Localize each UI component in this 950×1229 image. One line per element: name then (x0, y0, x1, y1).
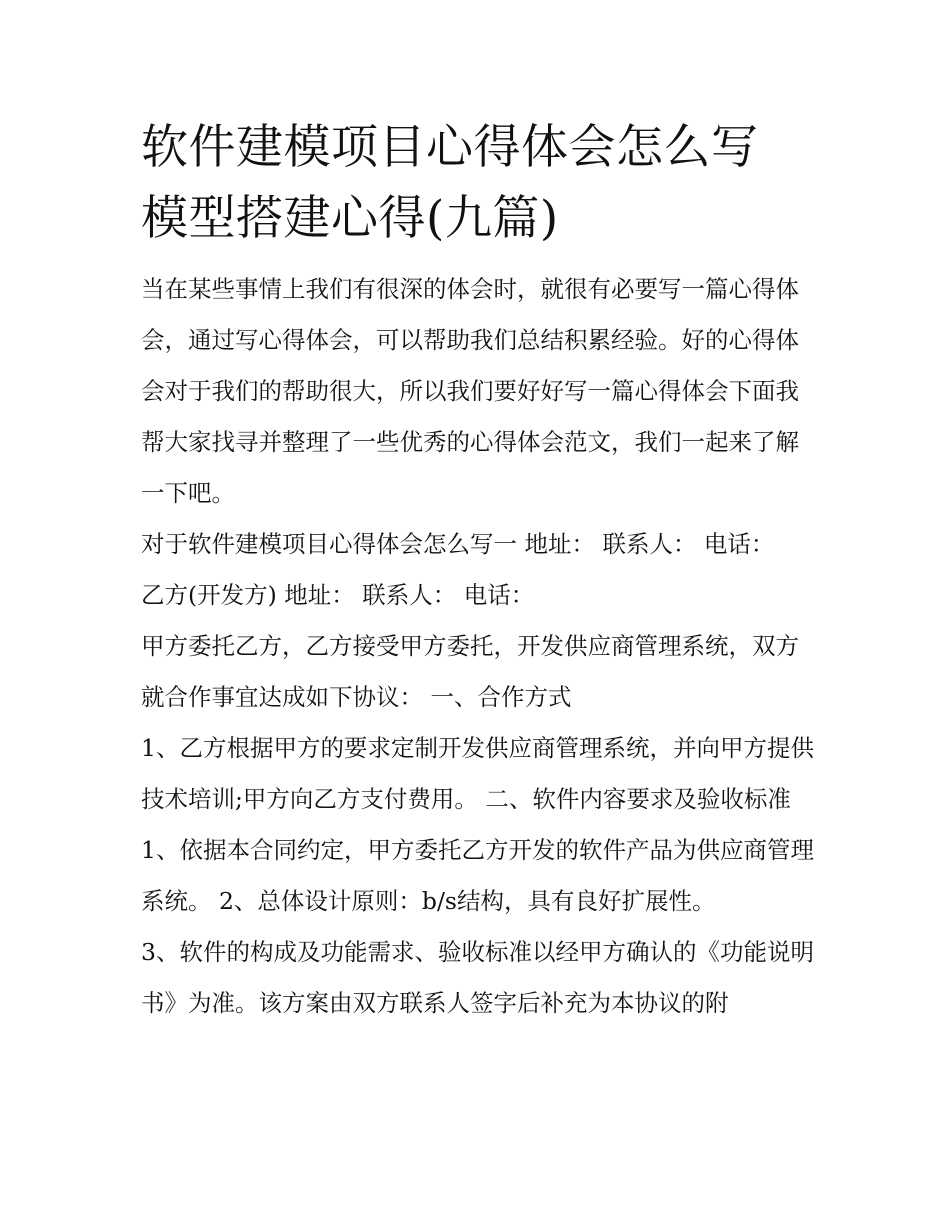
paragraph-clause-2: 1、依据本合同约定，甲方委托乙方开发的软件产品为供应商管理系统。 2、总体设计原则：b/s结构，具有良好扩展性。 (141, 836, 814, 915)
paragraph-party-b-contact: 乙方(开发方) 地址： 联系人： 电话： (141, 581, 535, 609)
paragraph-clause-1: 1、乙方根据甲方的要求定制开发供应商管理系统，并向甲方提供技术培训;甲方向乙方支付费用。 二、软件内容要求及验收标准 (141, 734, 814, 813)
paragraph-intro: 当在某些事情上我们有很深的体会时，就很有必要写一篇心得体会，通过写心得体会，可以帮助我们总结积累经验。好的心得体会对于我们的帮助很大，所以我们要好好写一篇心得体会下面我帮大家找寻并整理了一些优秀的心得体会范文，我们一起来了解一下吧。 (141, 275, 799, 507)
paragraph-clause-3: 3、软件的构成及功能需求、验收标准以经甲方确认的《功能说明书》为准。该方案由双方联系人签字后补充为本协议的附 (141, 938, 814, 1017)
document-title: 软件建模项目心得体会怎么写 模型搭建心得(九篇) (141, 120, 759, 246)
paragraph-party-a-contact: 对于软件建模项目心得体会怎么写一 地址： 联系人： 电话： (141, 530, 775, 558)
paragraph-agreement: 甲方委托乙方，乙方接受甲方委托，开发供应商管理系统，双方就合作事宜达成如下协议： 一、合作方式 (141, 632, 799, 711)
document-content (141, 112, 821, 1029)
